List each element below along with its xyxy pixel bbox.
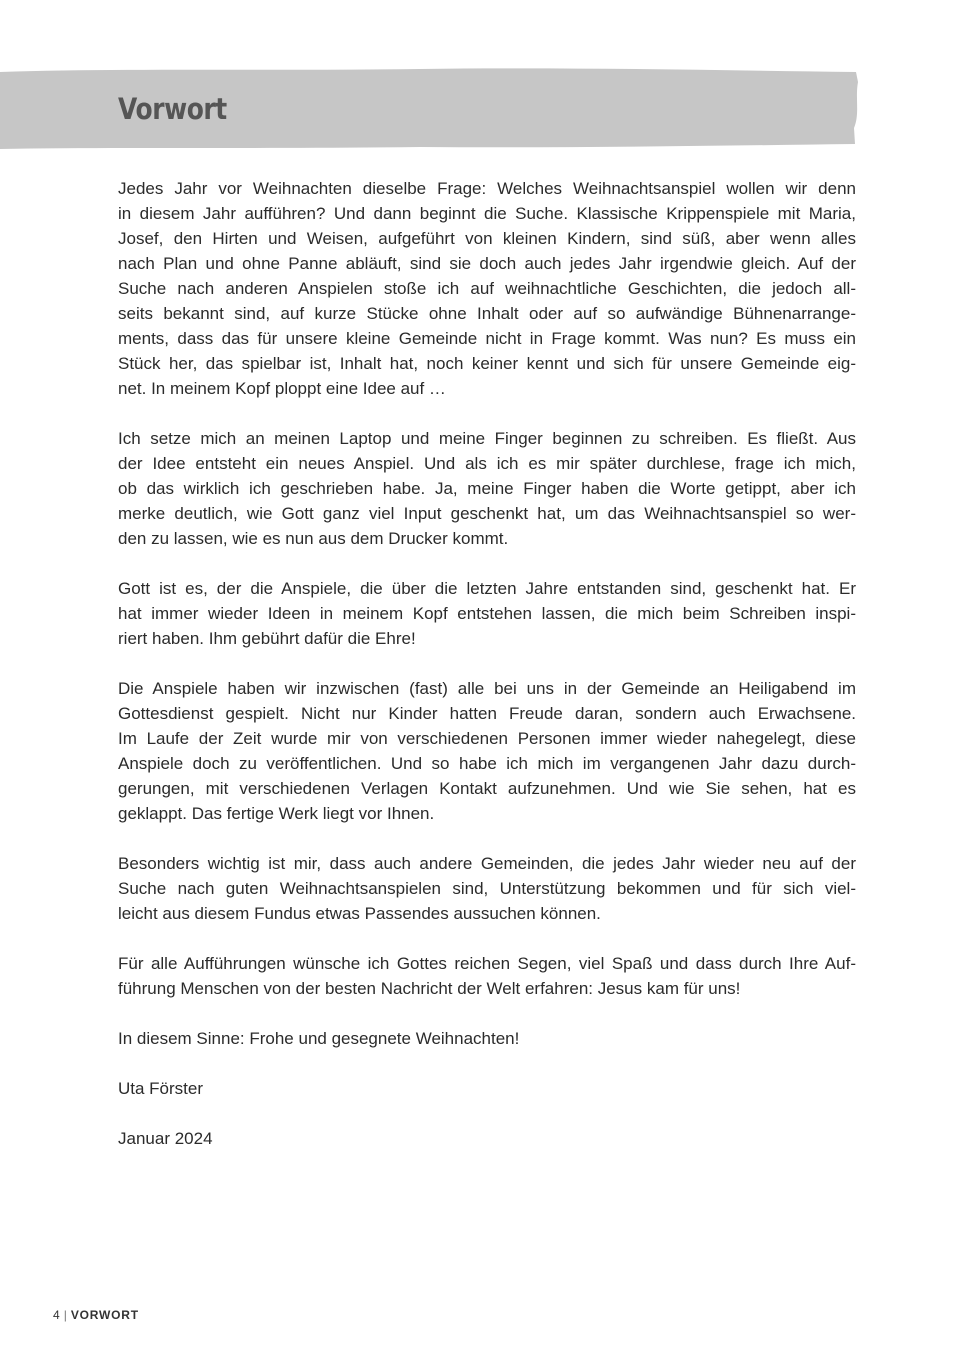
paragraph-line: Suche nach anderen Anspielen stoße ich auf weihnachtliche Geschichten, die jedoch all- [118,279,856,298]
paragraph-line: Jedes Jahr vor Weihnachten dieselbe Frage: Welches Weihnachtsanspiel wollen wir denn [118,179,856,198]
paragraph-line: net. In meinem Kopf ploppt eine Idee auf … [118,379,446,398]
paragraph-line: Besonders wichtig ist mir, dass auch andere Gemeinden, die jedes Jahr wieder neu auf der [118,854,856,873]
date-line: Januar 2024 [118,1129,213,1148]
page-title: Vorwort [118,92,227,126]
paragraph-line: nach Plan und ohne Panne abläuft, sind sie doch auch jedes Jahr irgendwie gleich. Auf der [118,254,856,273]
paragraph [118,176,856,401]
foreword-body [118,176,856,1176]
paragraph-line: Ich setze mich an meinen Laptop und meine Finger beginnen zu schreiben. Es fließt. Aus [118,429,856,448]
footer-separator: | [63,1308,67,1322]
paragraph [118,676,856,826]
paragraph-line: ob das wirklich ich geschrieben habe. Ja, meine Finger haben die Worte getippt, aber ich [118,479,856,498]
paragraph [118,576,856,651]
paragraph-line: geklappt. Das fertige Werk liegt vor Ihnen. [118,804,435,823]
paragraph-line: Suche nach guten Weihnachtsanspielen sind, Unterstützung bekommen und für sich viel- [118,879,856,898]
paragraph-line: merke deutlich, wie Gott ganz viel Input geschenkt hat, um das Weihnachtsanspiel so wer- [118,504,856,523]
paragraph-line: führung Menschen von der besten Nachricht der Welt erfahren: Jesus kam für uns! [118,979,741,998]
page-number: 4 [53,1308,60,1322]
paragraph-line: ments, dass das für unsere kleine Gemeinde nicht in Frage kommt. Was nun? Es muss ein [118,329,856,348]
paragraph-line: Stück her, das spielbar ist, Inhalt hat, noch keiner kennt und sich für unsere Gemeinde eig- [118,354,856,373]
paragraph-line: hat immer wieder Ideen in meinem Kopf entstehen lassen, die mich beim Schreiben inspi- [118,604,856,623]
paragraph-line: Gottesdienst gespielt. Nicht nur Kinder hatten Freude daran, sondern auch Erwachsene. [118,704,856,723]
paragraph-line: Gott ist es, der die Anspiele, die über die letzten Jahre entstanden sind, geschenkt hat. Er [118,579,856,598]
paragraph-line: in diesem Jahr aufführen? Und dann beginnt die Suche. Klassische Krippenspiele mit Maria, [118,204,856,223]
paragraph-line: riert haben. Ihm gebührt dafür die Ehre! [118,629,416,648]
paragraph-line: Die Anspiele haben wir inzwischen (fast) alle bei uns in der Gemeinde an Heiligabend im [118,679,856,698]
footer-section-label: VORWORT [70,1308,139,1322]
paragraph [118,951,856,1001]
paragraph-line: der Idee entsteht ein neues Anspiel. Und als ich es mir später durchlese, frage ich mich, [118,454,856,473]
paragraph-line: den zu lassen, wie es nun aus dem Drucker kommt. [118,529,509,548]
paragraph [118,426,856,551]
paragraph-line: Im Laufe der Zeit wurde mir von verschiedenen Personen immer wieder nahegelegt, diese [118,729,856,748]
paragraph-line: leicht aus diesem Fundus etwas Passendes aussuchen können. [118,904,601,923]
paragraph-line: gerungen, mit verschiedenen Verlagen Kontakt aufzunehmen. Und wie Sie sehen, hat es [118,779,856,798]
closing-greeting: In diesem Sinne: Frohe und gesegnete Weihnachten! [118,1029,520,1048]
paragraph-line: seits bekannt sind, auf kurze Stücke ohne Inhalt oder auf so aufwändige Bühnenarrange- [118,304,856,323]
paragraph-line: Josef, den Hirten und Weisen, aufgeführt von kleinen Kindern, sind süß, aber wenn alles [118,229,856,248]
author-name: Uta Förster [118,1079,204,1098]
paragraph-line: Für alle Aufführungen wünsche ich Gottes reichen Segen, viel Spaß und dass durch Ihre Auf- [118,954,856,973]
paragraph [118,851,856,926]
page-footer [53,1306,139,1324]
paragraph-line: Anspiele doch zu veröffentlichen. Und so habe ich mich im vergangenen Jahr dazu durch- [118,754,856,773]
